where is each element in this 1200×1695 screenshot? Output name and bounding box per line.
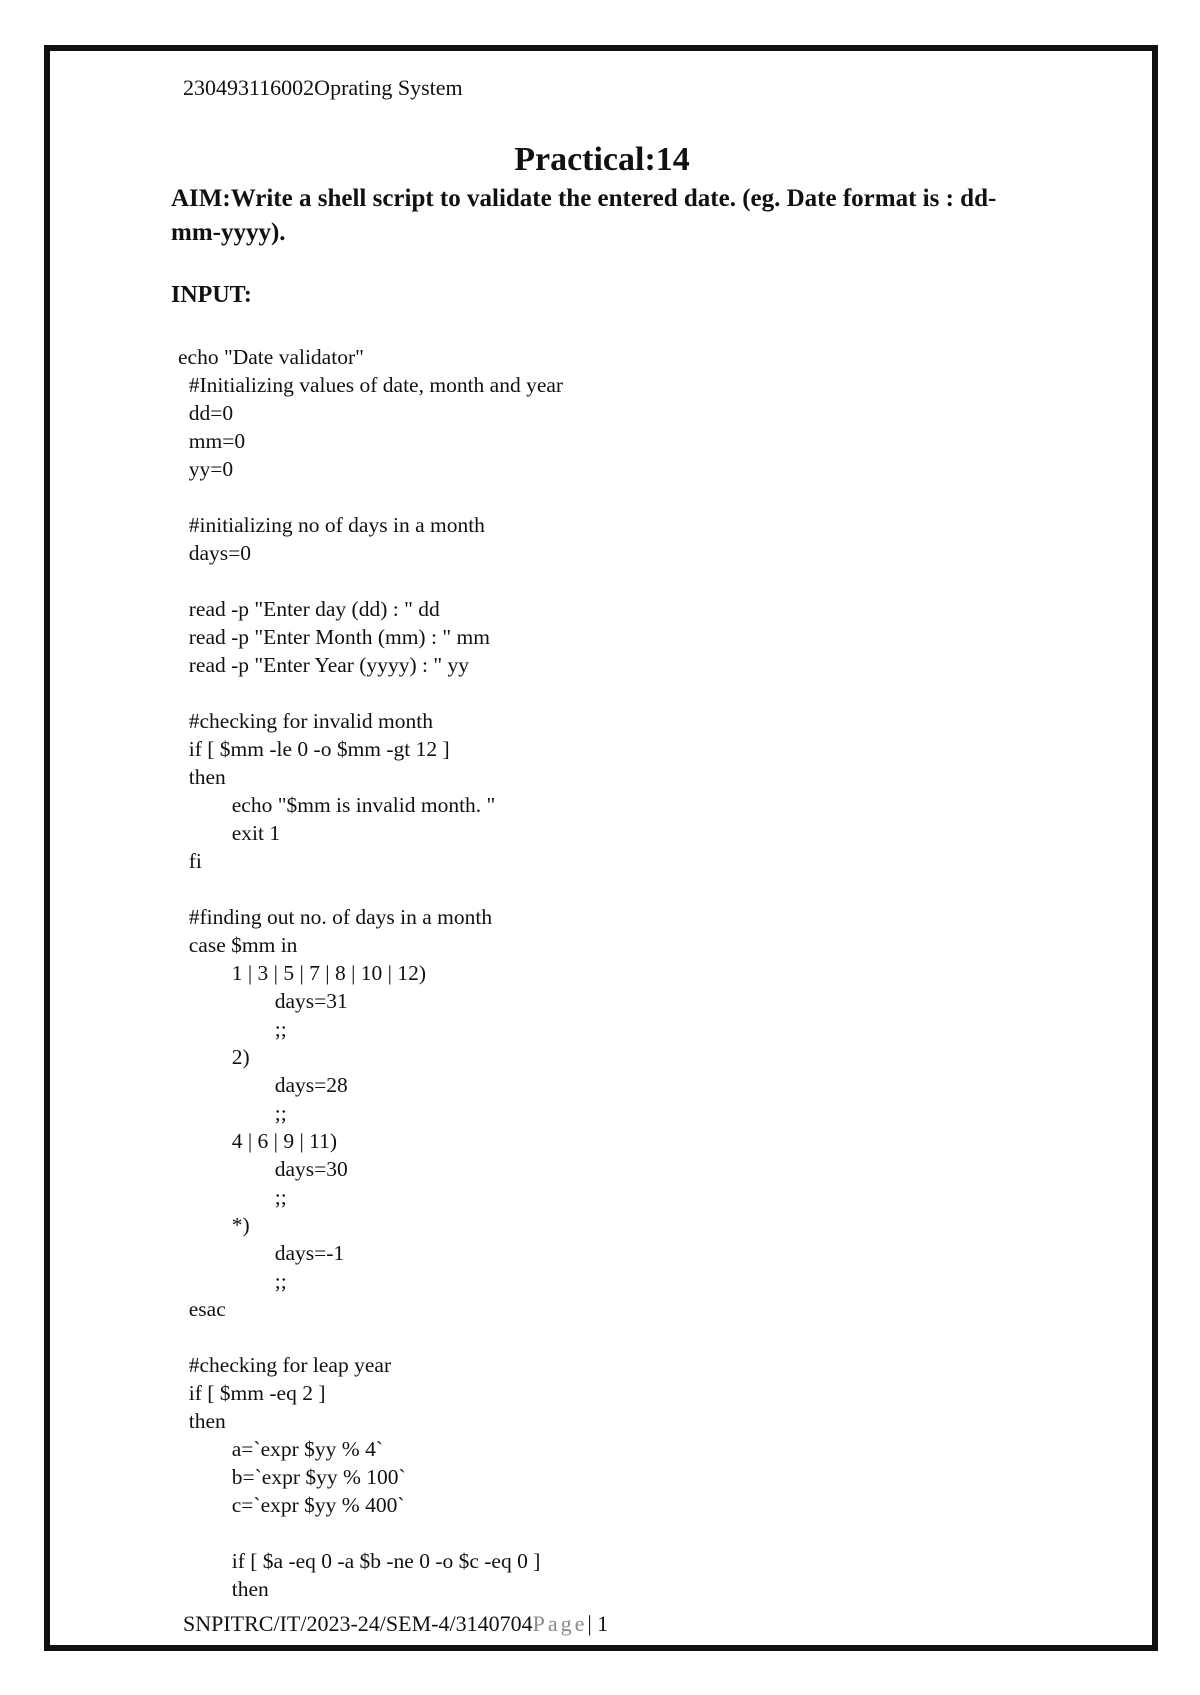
code-line: days=31 <box>178 989 348 1013</box>
page-footer <box>183 1610 608 1638</box>
code-line: a=`expr $yy % 4` <box>178 1437 383 1461</box>
footer-page-number: 1 <box>597 1611 609 1636</box>
code-line: 2) <box>178 1045 250 1069</box>
input-heading: INPUT: <box>171 282 252 308</box>
code-line: fi <box>178 849 202 873</box>
page-header: 230493116002Oprating System <box>183 75 463 100</box>
code-line: read -p "Enter Year (yyyy) : " yy <box>178 653 470 677</box>
code-line: *) <box>178 1213 250 1237</box>
code-line: #initializing no of days in a month <box>178 513 485 537</box>
code-line: read -p "Enter Month (mm) : " mm <box>178 625 490 649</box>
code-line: days=28 <box>178 1073 348 1097</box>
code-line <box>178 875 563 903</box>
code-line: ;; <box>178 1017 287 1041</box>
code-line: days=30 <box>178 1157 348 1181</box>
code-line <box>178 567 563 595</box>
code-line: echo "Date validator" <box>178 345 364 369</box>
footer-separator: | <box>587 1611 598 1636</box>
code-line: days=0 <box>178 541 252 565</box>
code-line <box>178 483 563 511</box>
code-line: if [ $a -eq 0 -a $b -ne 0 -o $c -eq 0 ] <box>178 1549 541 1573</box>
code-line: days=-1 <box>178 1241 345 1265</box>
code-line: read -p "Enter day (dd) : " dd <box>178 597 440 621</box>
code-line: esac <box>178 1297 226 1321</box>
page-title: Practical:14 <box>514 141 690 178</box>
code-line: #Initializing values of date, month and year <box>178 373 564 397</box>
code-line: echo "$mm is invalid month. " <box>178 793 496 817</box>
aim-statement: AIM:Write a shell script to validate the entered date. (eg. Date format is : dd-mm-yyyy). <box>171 185 997 246</box>
code-line: yy=0 <box>178 457 234 481</box>
code-line: then <box>178 1577 269 1601</box>
code-line <box>178 1323 563 1351</box>
code-line: b=`expr $yy % 100` <box>178 1465 406 1489</box>
code-line: then <box>178 1409 226 1433</box>
code-line: exit 1 <box>178 821 281 845</box>
code-line: 4 | 6 | 9 | 11) <box>178 1129 338 1153</box>
code-line: ;; <box>178 1101 287 1125</box>
code-line: case $mm in <box>178 933 298 957</box>
footer-doc-code: SNPITRC/IT/2023-24/SEM-4/3140704 <box>183 1611 533 1636</box>
code-line <box>178 679 563 707</box>
code-line: then <box>178 765 226 789</box>
code-block <box>178 343 563 1603</box>
footer-page-label: Page <box>532 1611 588 1636</box>
code-line: ;; <box>178 1185 287 1209</box>
code-line: if [ $mm -le 0 -o $mm -gt 12 ] <box>178 737 450 761</box>
code-line: #checking for invalid month <box>178 709 433 733</box>
code-line: 1 | 3 | 5 | 7 | 8 | 10 | 12) <box>178 961 426 985</box>
code-line: dd=0 <box>178 401 234 425</box>
code-line: #checking for leap year <box>178 1353 392 1377</box>
code-line: ;; <box>178 1269 287 1293</box>
code-line <box>178 1519 563 1547</box>
code-line: #finding out no. of days in a month <box>178 905 493 929</box>
code-line: mm=0 <box>178 429 246 453</box>
code-line: if [ $mm -eq 2 ] <box>178 1381 326 1405</box>
code-line: c=`expr $yy % 400` <box>178 1493 405 1517</box>
